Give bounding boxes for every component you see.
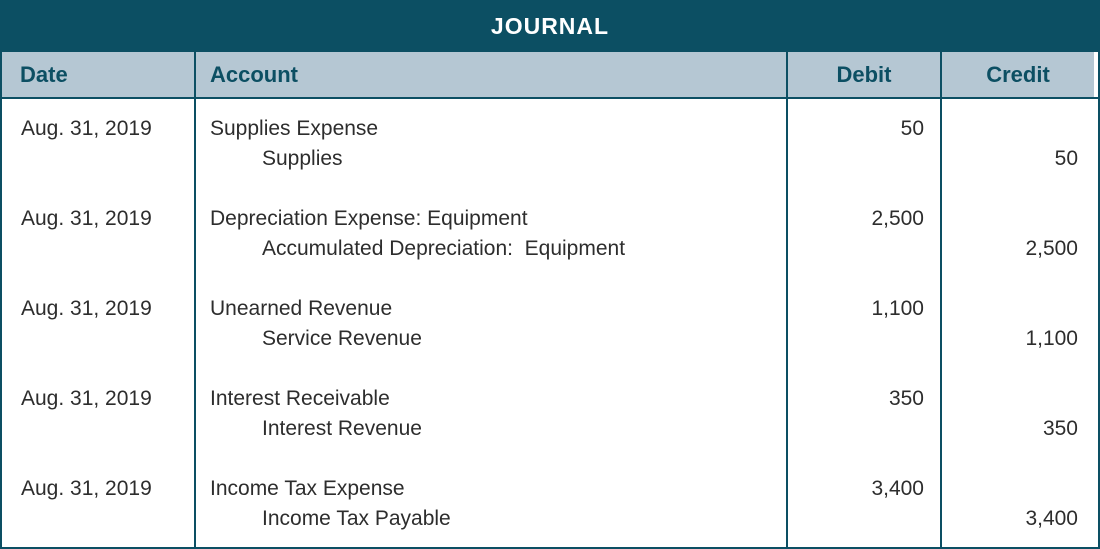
- column-header-credit: Credit: [942, 52, 1094, 97]
- column-header-date: Date: [2, 52, 196, 97]
- journal-title: JOURNAL: [0, 0, 1100, 52]
- column-header-debit: Debit: [788, 52, 942, 97]
- debit-account-name: Depreciation Expense: Equipment: [210, 207, 528, 230]
- column-header-account: Account: [196, 52, 788, 97]
- credit-account-name: Supplies: [262, 147, 343, 170]
- entry-date: Aug. 31, 2019: [2, 99, 196, 189]
- credit-amount: 2,500: [1025, 237, 1078, 260]
- credit-account-name: Income Tax Payable: [262, 507, 451, 530]
- entry-accounts: [196, 279, 788, 369]
- credit-account-name: Accumulated Depreciation: Equipment: [262, 237, 626, 260]
- credit-amount-cell: [942, 99, 1094, 189]
- journal-entries: [2, 99, 1098, 549]
- column-header-row: [2, 52, 1098, 99]
- debit-account-name: Income Tax Expense: [210, 477, 405, 500]
- credit-amount: 350: [1042, 417, 1078, 440]
- journal-entry: [2, 279, 1098, 369]
- credit-account-name: Interest Revenue: [262, 417, 422, 440]
- entry-accounts: [196, 189, 788, 279]
- journal-entry: [2, 99, 1098, 189]
- credit-amount: 3,400: [1025, 507, 1078, 530]
- credit-account-name: Service Revenue: [262, 327, 422, 350]
- journal-entry: [2, 189, 1098, 279]
- credit-amount: 50: [1054, 147, 1078, 170]
- entry-accounts: [196, 99, 788, 189]
- debit-amount: 350: [788, 369, 942, 459]
- entry-date: Aug. 31, 2019: [2, 369, 196, 459]
- entry-accounts: [196, 369, 788, 459]
- entry-date: Aug. 31, 2019: [2, 459, 196, 549]
- debit-amount: 2,500: [788, 189, 942, 279]
- credit-amount: 1,100: [1025, 327, 1078, 350]
- entry-date: Aug. 31, 2019: [2, 279, 196, 369]
- entry-accounts: [196, 459, 788, 549]
- credit-amount-cell: [942, 279, 1094, 369]
- journal-entry: [2, 369, 1098, 459]
- credit-amount-cell: [942, 369, 1094, 459]
- debit-amount: 1,100: [788, 279, 942, 369]
- debit-amount: 3,400: [788, 459, 942, 549]
- credit-amount-cell: [942, 189, 1094, 279]
- debit-amount: 50: [788, 99, 942, 189]
- debit-account-name: Interest Receivable: [210, 387, 390, 410]
- journal-entry: [2, 459, 1098, 549]
- entry-date: Aug. 31, 2019: [2, 189, 196, 279]
- debit-account-name: Supplies Expense: [210, 117, 379, 140]
- credit-amount-cell: [942, 459, 1094, 549]
- debit-account-name: Unearned Revenue: [210, 297, 393, 320]
